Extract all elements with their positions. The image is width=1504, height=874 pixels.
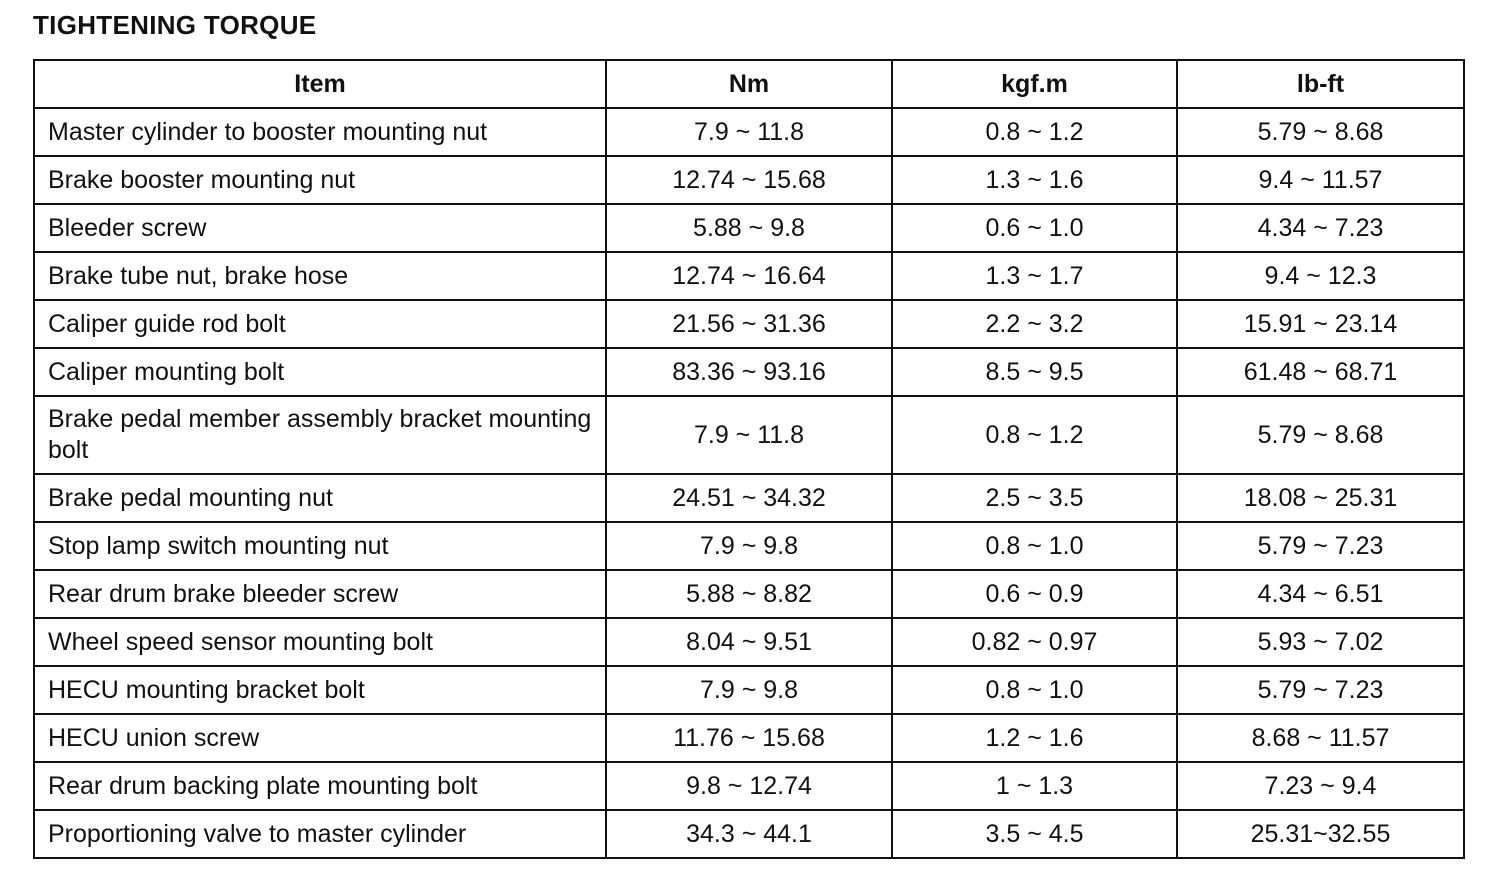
item-cell: Rear drum backing plate mounting bolt xyxy=(34,762,606,810)
nm-cell: 7.9 ~ 11.8 xyxy=(606,396,892,474)
table-row xyxy=(34,474,1464,522)
table-row xyxy=(34,666,1464,714)
item-cell: Caliper guide rod bolt xyxy=(34,300,606,348)
item-cell: Brake booster mounting nut xyxy=(34,156,606,204)
nm-cell: 83.36 ~ 93.16 xyxy=(606,348,892,396)
item-cell: Master cylinder to booster mounting nut xyxy=(34,108,606,156)
item-cell: HECU mounting bracket bolt xyxy=(34,666,606,714)
lbft-cell: 5.79 ~ 7.23 xyxy=(1177,666,1464,714)
lbft-cell: 15.91 ~ 23.14 xyxy=(1177,300,1464,348)
nm-cell: 5.88 ~ 9.8 xyxy=(606,204,892,252)
nm-cell: 7.9 ~ 9.8 xyxy=(606,666,892,714)
table-row xyxy=(34,348,1464,396)
table-row xyxy=(34,714,1464,762)
column-header-kgfm: kgf.m xyxy=(892,60,1177,108)
torque-table xyxy=(33,59,1465,859)
kgfm-cell: 0.6 ~ 0.9 xyxy=(892,570,1177,618)
lbft-cell: 9.4 ~ 12.3 xyxy=(1177,252,1464,300)
nm-cell: 8.04 ~ 9.51 xyxy=(606,618,892,666)
column-header-item: Item xyxy=(34,60,606,108)
nm-cell: 7.9 ~ 9.8 xyxy=(606,522,892,570)
table-row xyxy=(34,618,1464,666)
kgfm-cell: 0.8 ~ 1.0 xyxy=(892,522,1177,570)
kgfm-cell: 0.8 ~ 1.2 xyxy=(892,108,1177,156)
lbft-cell: 18.08 ~ 25.31 xyxy=(1177,474,1464,522)
kgfm-cell: 3.5 ~ 4.5 xyxy=(892,810,1177,858)
item-cell: Rear drum brake bleeder screw xyxy=(34,570,606,618)
kgfm-cell: 0.8 ~ 1.0 xyxy=(892,666,1177,714)
kgfm-cell: 0.8 ~ 1.2 xyxy=(892,396,1177,474)
table-header-row xyxy=(34,60,1464,108)
item-cell: Brake tube nut, brake hose xyxy=(34,252,606,300)
column-header-nm: Nm xyxy=(606,60,892,108)
kgfm-cell: 1.2 ~ 1.6 xyxy=(892,714,1177,762)
kgfm-cell: 1.3 ~ 1.6 xyxy=(892,156,1177,204)
table-row xyxy=(34,252,1464,300)
table-row xyxy=(34,108,1464,156)
item-cell: Proportioning valve to master cylinder xyxy=(34,810,606,858)
page-title: TIGHTENING TORQUE xyxy=(33,10,317,40)
lbft-cell: 9.4 ~ 11.57 xyxy=(1177,156,1464,204)
kgfm-cell: 2.2 ~ 3.2 xyxy=(892,300,1177,348)
item-cell: Brake pedal mounting nut xyxy=(34,474,606,522)
lbft-cell: 61.48 ~ 68.71 xyxy=(1177,348,1464,396)
item-cell: HECU union screw xyxy=(34,714,606,762)
kgfm-cell: 1 ~ 1.3 xyxy=(892,762,1177,810)
item-cell: Caliper mounting bolt xyxy=(34,348,606,396)
kgfm-cell: 0.82 ~ 0.97 xyxy=(892,618,1177,666)
table-row xyxy=(34,396,1464,474)
lbft-cell: 5.79 ~ 8.68 xyxy=(1177,108,1464,156)
lbft-cell: 7.23 ~ 9.4 xyxy=(1177,762,1464,810)
nm-cell: 11.76 ~ 15.68 xyxy=(606,714,892,762)
lbft-cell: 5.93 ~ 7.02 xyxy=(1177,618,1464,666)
item-cell: Brake pedal member assembly bracket mounting bolt xyxy=(34,396,606,474)
nm-cell: 9.8 ~ 12.74 xyxy=(606,762,892,810)
item-cell: Bleeder screw xyxy=(34,204,606,252)
nm-cell: 12.74 ~ 15.68 xyxy=(606,156,892,204)
table-row xyxy=(34,300,1464,348)
item-cell: Stop lamp switch mounting nut xyxy=(34,522,606,570)
table-row xyxy=(34,570,1464,618)
kgfm-cell: 0.6 ~ 1.0 xyxy=(892,204,1177,252)
table-row xyxy=(34,156,1464,204)
lbft-cell: 8.68 ~ 11.57 xyxy=(1177,714,1464,762)
kgfm-cell: 1.3 ~ 1.7 xyxy=(892,252,1177,300)
nm-cell: 24.51 ~ 34.32 xyxy=(606,474,892,522)
lbft-cell: 5.79 ~ 7.23 xyxy=(1177,522,1464,570)
item-cell: Wheel speed sensor mounting bolt xyxy=(34,618,606,666)
table-row xyxy=(34,762,1464,810)
table-row xyxy=(34,810,1464,858)
table-row xyxy=(34,522,1464,570)
lbft-cell: 4.34 ~ 7.23 xyxy=(1177,204,1464,252)
kgfm-cell: 2.5 ~ 3.5 xyxy=(892,474,1177,522)
lbft-cell: 25.31~32.55 xyxy=(1177,810,1464,858)
lbft-cell: 5.79 ~ 8.68 xyxy=(1177,396,1464,474)
table-row xyxy=(34,204,1464,252)
lbft-cell: 4.34 ~ 6.51 xyxy=(1177,570,1464,618)
kgfm-cell: 8.5 ~ 9.5 xyxy=(892,348,1177,396)
column-header-lbft: lb-ft xyxy=(1177,60,1464,108)
nm-cell: 5.88 ~ 8.82 xyxy=(606,570,892,618)
nm-cell: 21.56 ~ 31.36 xyxy=(606,300,892,348)
nm-cell: 12.74 ~ 16.64 xyxy=(606,252,892,300)
nm-cell: 34.3 ~ 44.1 xyxy=(606,810,892,858)
nm-cell: 7.9 ~ 11.8 xyxy=(606,108,892,156)
